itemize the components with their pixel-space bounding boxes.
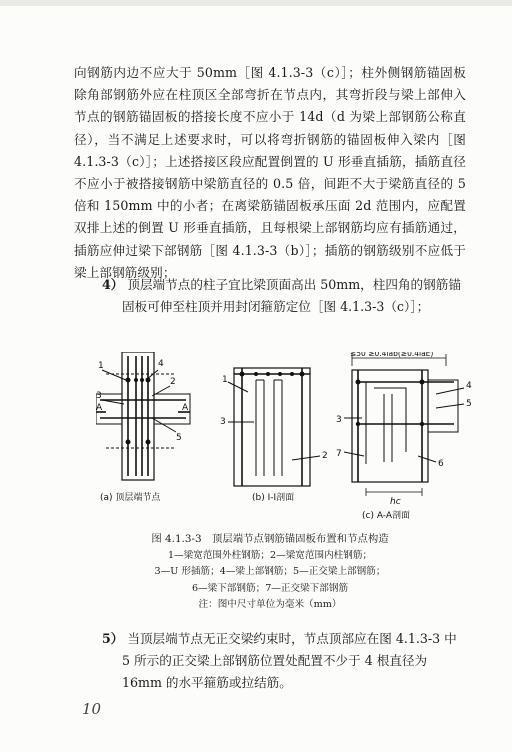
list-item-5 <box>74 628 466 695</box>
callout-1a: 1 <box>98 361 104 371</box>
item-number: 4） <box>102 277 124 292</box>
callout-3c: 3 <box>336 415 342 425</box>
callout-3b: 3 <box>220 417 226 427</box>
subcaption-a: (a) 顶层端节点 <box>100 493 161 503</box>
caption-note: 注：图中尺寸单位为毫米（mm） <box>198 599 342 611</box>
dim-top: ≤50 ≥0.4lab(≥0.4laE) <box>350 352 434 358</box>
figure-c-drawing <box>344 354 464 496</box>
item-text: 当顶层端节点无正交梁约束时，节点顶部应在图 4.1.3-3 中 5 所示的正交梁上部钢筋位置处配置不少于 4 根直径为 16mm 的水平箍筋或拉结筋。 <box>122 631 457 691</box>
item-number: 5） <box>102 631 124 646</box>
callout-6c: 6 <box>438 459 444 469</box>
caption-legend-3: 6—梁下部钢筋；7—正交梁下部钢筋 <box>191 582 349 594</box>
callout-5a: 5 <box>176 433 182 443</box>
label-A-right: A <box>182 403 189 413</box>
item-text: 顶层端节点的柱子宜比梁顶面高出 50mm，柱四角的钢筋锚固板可伸至柱顶并用封闭箍筋定位［图 4.1.3-3（c）］； <box>122 277 461 315</box>
paragraph-continued: 向钢筋内边不应大于 50mm［图 4.1.3-3（c）］；柱外侧钢筋锚固板除角部钢筋外应在柱顶区全部弯折在节点内，其弯折段与梁上部伸入节点的钢筋锚固板的搭接长度不应小于 14d（d 为梁上部钢筋公称直径），当不满足上述要求时，可以将弯折钢筋的锚固板伸入梁内［图 4.1.3-3（c）］；上述搭接区段应配置倒置的 U 形垂直插筋，插筋直径不应小于被搭接钢筋中梁筋直径的 0.5 倍，间距不大于梁筋直径的 5 倍和 150mm 中的小者；在离梁筋锚固板承压面 2d 范围内，应配置双排上述的倒置 U 形垂直插筋，且每根梁上部钢筋均应有插筋通过，插筋应伸过梁下部钢筋［图 4.1.3-3（b）］；插筋的钢筋级别不应低于梁上部钢筋级别； <box>74 65 466 280</box>
dim-hc: hc <box>390 497 401 507</box>
caption-legend-1: 1—梁宽范围外柱钢筋；2—梁宽范围内柱钢筋； <box>167 549 373 561</box>
callout-2b: 2 <box>322 451 328 461</box>
callout-1b: 1 <box>222 375 228 385</box>
callout-4c: 4 <box>466 381 472 391</box>
callout-3a: 3 <box>96 391 102 401</box>
page-number: 10 <box>82 700 102 718</box>
subcaption-c: (c) A-A剖面 <box>362 511 410 521</box>
callout-4a: 4 <box>158 359 164 369</box>
top-edge <box>0 0 512 6</box>
subcaption-b: (b) Ⅰ-Ⅰ剖面 <box>252 493 295 503</box>
callout-5c: 5 <box>466 399 472 409</box>
caption-legend-2: 3—U 形插筋；4—梁上部钢筋；5—正交梁上部钢筋； <box>154 566 386 578</box>
figure-4-1-3-3 <box>96 352 476 522</box>
callout-2a: 2 <box>170 377 176 387</box>
callout-7c: 7 <box>336 449 342 459</box>
label-A-left: A <box>96 403 103 413</box>
caption-title: 图 4.1.3-3 顶层端节点钢筋锚固板布置和节点构造 <box>151 533 389 545</box>
figure-drawing <box>96 352 476 522</box>
figure-b-drawing <box>228 368 320 486</box>
figure-caption <box>74 531 466 614</box>
list-item-4 <box>74 274 466 318</box>
figure-a-drawing <box>96 352 190 480</box>
